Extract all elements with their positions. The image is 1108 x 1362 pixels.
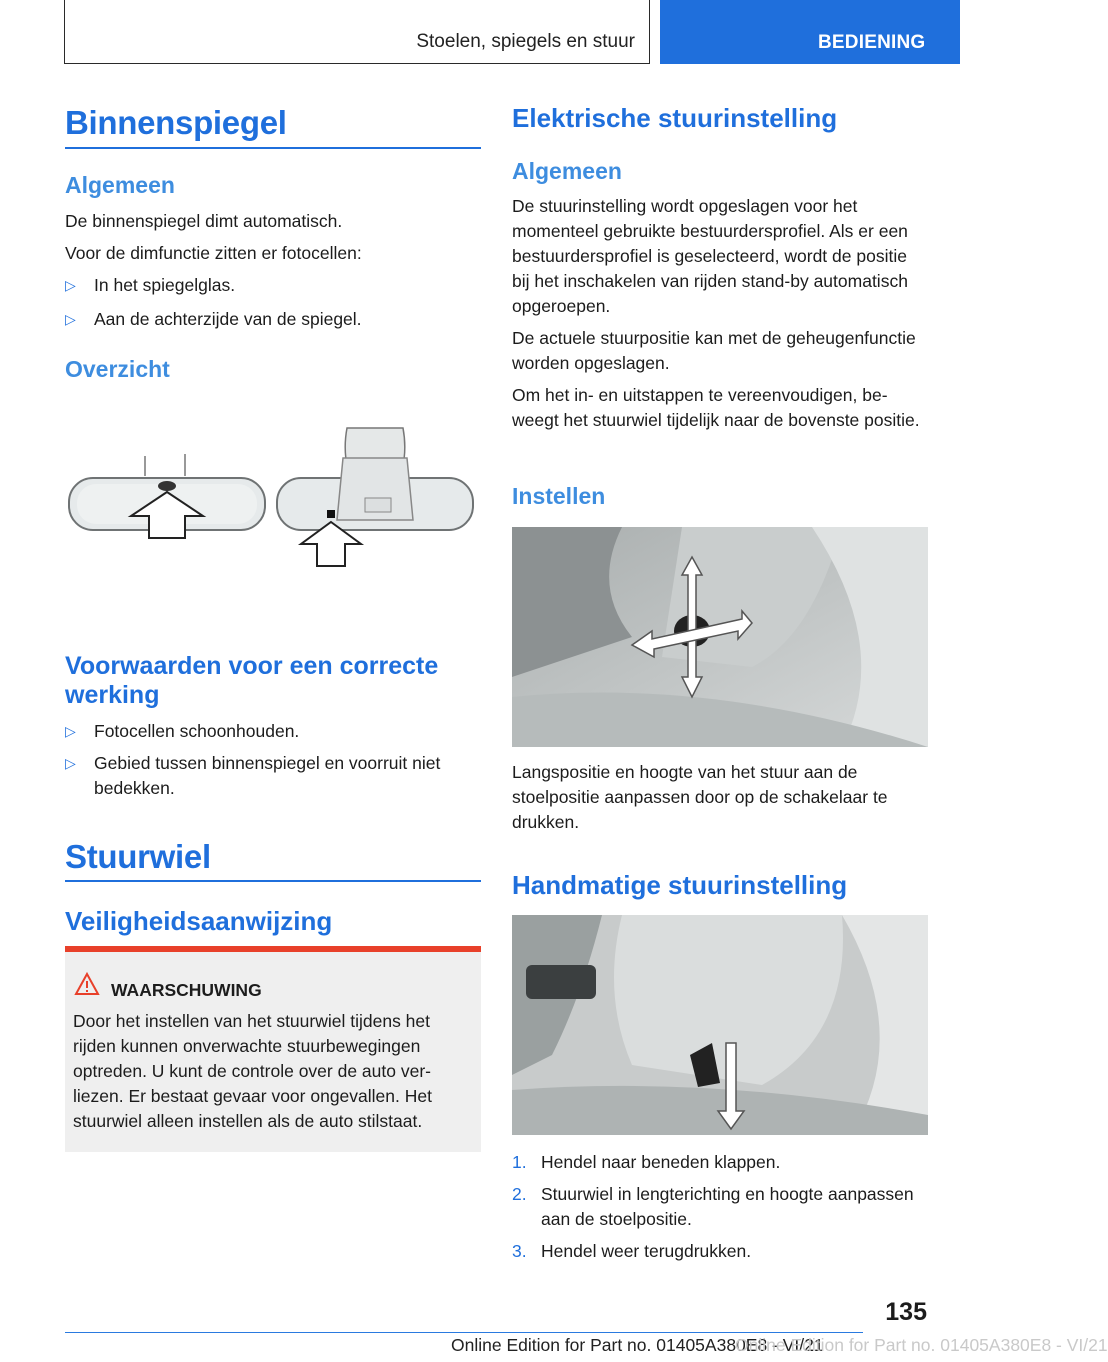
mirror-illustration — [65, 420, 481, 620]
heading-voorwaarden: Voorwaarden voor een correcte werking — [65, 652, 439, 709]
footer-rule — [65, 1332, 863, 1333]
list-item: 3. Hendel weer terugdrukken. — [512, 1241, 752, 1261]
heading-elektrische-stuurinstelling: Elektrische stuurinstelling — [512, 103, 838, 133]
warning-text: Door het instellen van het stuurwiel tijdens het rijden kunnen onverwachte stuurbewegingen optreden. U kunt de controle over de auto verliezen. Er bestaat gevaar voor ongevallen. Het stuurwiel alleen instellen als de auto stilstaat. — [73, 1011, 432, 1131]
header-chapter-title: BEDIENING — [818, 32, 926, 53]
warning-triangle-icon — [74, 972, 100, 996]
list-item: 2. Stuurwiel in lengterichting en hoogte aanpassen aan de stoelpositie. — [512, 1184, 914, 1229]
triangle-right-outline-icon: ▷ — [65, 755, 76, 771]
steering-lever-photo — [512, 915, 928, 1135]
paragraph: Voor de dimfunctie zitten er fotocellen: — [65, 243, 362, 263]
watermark: Online Edition for Part no. 01405A380E8 - VI/21 — [735, 1335, 1108, 1355]
paragraph: De binnenspiegel dimt automatisch. — [65, 211, 343, 231]
header-section-box — [64, 0, 650, 64]
paragraph: De actuele stuurpositie kan met de geheugenfunctie worden opgeslagen. — [512, 328, 916, 373]
warning-label: WAARSCHUWING — [111, 980, 262, 1000]
heading-rule — [65, 880, 481, 882]
list-item: ▷ Aan de achterzijde van de spiegel. — [65, 307, 481, 332]
heading-handmatige-stuurinstelling: Handmatige stuurinstelling — [512, 870, 848, 900]
subheading-algemeen: Algemeen — [512, 158, 622, 184]
triangle-right-outline-icon: ▷ — [65, 311, 76, 327]
heading-veiligheidsaanwijzing: Veiligheidsaanwijzing — [65, 906, 333, 936]
page-number: 135 — [885, 1298, 927, 1326]
triangle-right-outline-icon: ▷ — [65, 723, 76, 739]
heading-stuurwiel: Stuurwiel — [65, 838, 211, 875]
edition-text: Online Edition for Part no. 01405A380E8 - VI/21 — [451, 1335, 824, 1355]
subheading-overzicht: Overzicht — [65, 356, 170, 382]
list-item: ▷ Gebied tussen binnenspiegel en voorruit niet bedekken. — [65, 753, 441, 798]
heading-rule — [65, 147, 481, 149]
warning-box — [65, 946, 481, 1152]
list-item: ▷ Fotocellen schoonhouden. — [65, 719, 481, 744]
list-item: 1. Hendel naar beneden klappen. — [512, 1152, 781, 1172]
list-item: ▷ In het spiegelglas. — [65, 273, 481, 298]
heading-binnenspiegel: Binnenspiegel — [65, 104, 287, 141]
steering-switch-photo — [512, 527, 928, 747]
photo-caption: Langspositie en hoogte van het stuur aan de stoelpositie aanpassen door op de schakelaar te drukken. — [512, 762, 888, 832]
triangle-right-outline-icon: ▷ — [65, 277, 76, 293]
paragraph: Om het in- en uitstappen te vereenvoudigen, beweegt het stuurwiel tijdelijk naar de bovenste positie. — [512, 385, 920, 430]
paragraph: De stuurinstelling wordt opgeslagen voor het momenteel gebruikte bestuurdersprofiel. Als er een bestuurdersprofiel is geselecteerd, wordt de positie bij het inschakelen van rijden stand-by automatisch opgeroepen. — [512, 196, 908, 316]
subheading-algemeen: Algemeen — [65, 172, 175, 198]
header-section-title: Stoelen, spiegels en stuur — [416, 31, 635, 52]
subheading-instellen: Instellen — [512, 483, 606, 509]
header-chapter-tab — [660, 0, 960, 64]
